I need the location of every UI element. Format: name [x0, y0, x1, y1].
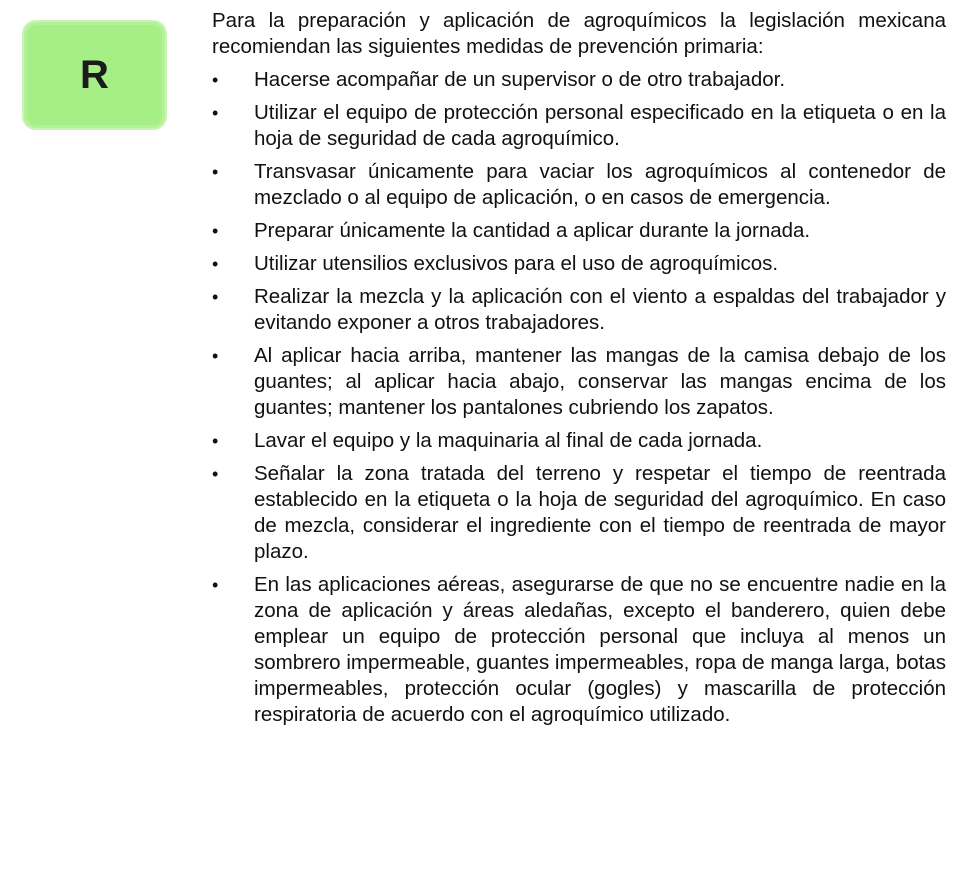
list-item-text: Utilizar utensilios exclusivos para el uso de agroquímicos.	[254, 252, 779, 275]
list-item	[212, 572, 946, 728]
list-item-text: Realizar la mezcla y la aplicación con el viento a espaldas del trabajador y evitando exponer a otros trabajadores.	[254, 285, 946, 334]
bullet-icon: •	[212, 103, 219, 123]
list-item	[212, 251, 946, 277]
list-item-text: Señalar la zona tratada del terreno y respetar el tiempo de reentrada establecido en la etiqueta o la hoja de seguridad del agroquímico. En caso de mezcla, considerar el ingrediente con el tiempo de reentrada de mayor plazo.	[254, 462, 946, 563]
list-item	[212, 343, 946, 421]
list-item	[212, 461, 946, 565]
bullet-icon: •	[212, 70, 219, 90]
list-item-text: Hacerse acompañar de un supervisor o de otro trabajador.	[254, 68, 786, 91]
list-item	[212, 67, 946, 93]
list-item	[212, 428, 946, 454]
list-item	[212, 159, 946, 211]
bullet-icon: •	[212, 162, 219, 182]
list-item-text: Preparar únicamente la cantidad a aplicar durante la jornada.	[254, 219, 811, 242]
document-body	[212, 8, 946, 728]
list-item	[212, 284, 946, 336]
recommendation-badge	[22, 20, 167, 130]
list-item-text: Lavar el equipo y la maquinaria al final de cada jornada.	[254, 429, 763, 452]
list-item-text: Al aplicar hacia arriba, mantener las mangas de la camisa debajo de los guantes; al aplicar hacia abajo, conservar las mangas encima de los guantes; mantener los pantalones cubriendo los zapatos.	[254, 344, 946, 419]
bullet-icon: •	[212, 431, 219, 451]
list-item	[212, 218, 946, 244]
list-item-text: Utilizar el equipo de protección personal especificado en la etiqueta o en la hoja de seguridad de cada agroquímico.	[254, 101, 946, 150]
badge-letter: R	[80, 53, 109, 97]
intro-paragraph: Para la preparación y aplicación de agroquímicos la legislación mexicana recomiendan las siguientes medidas de prevención primaria:	[212, 9, 946, 58]
measures-list	[212, 67, 946, 728]
bullet-icon: •	[212, 346, 219, 366]
bullet-icon: •	[212, 221, 219, 241]
list-item	[212, 100, 946, 152]
list-item-text: Transvasar únicamente para vaciar los agroquímicos al contenedor de mezclado o al equipo de aplicación, o en casos de emergencia.	[254, 160, 946, 209]
bullet-icon: •	[212, 464, 219, 484]
list-item-text: En las aplicaciones aéreas, asegurarse de que no se encuentre nadie en la zona de aplicación y áreas aledañas, excepto el banderero, quien debe emplear un equipo de protección personal que incluya al menos un sombrero impermeable, guantes impermeables, ropa de manga larga, botas impermeables, protección ocular (gogles) y mascarilla de protección respiratoria de acuerdo con el agroquímico utilizado.	[254, 573, 946, 726]
bullet-icon: •	[212, 254, 219, 274]
bullet-icon: •	[212, 287, 219, 307]
bullet-icon: •	[212, 575, 219, 595]
